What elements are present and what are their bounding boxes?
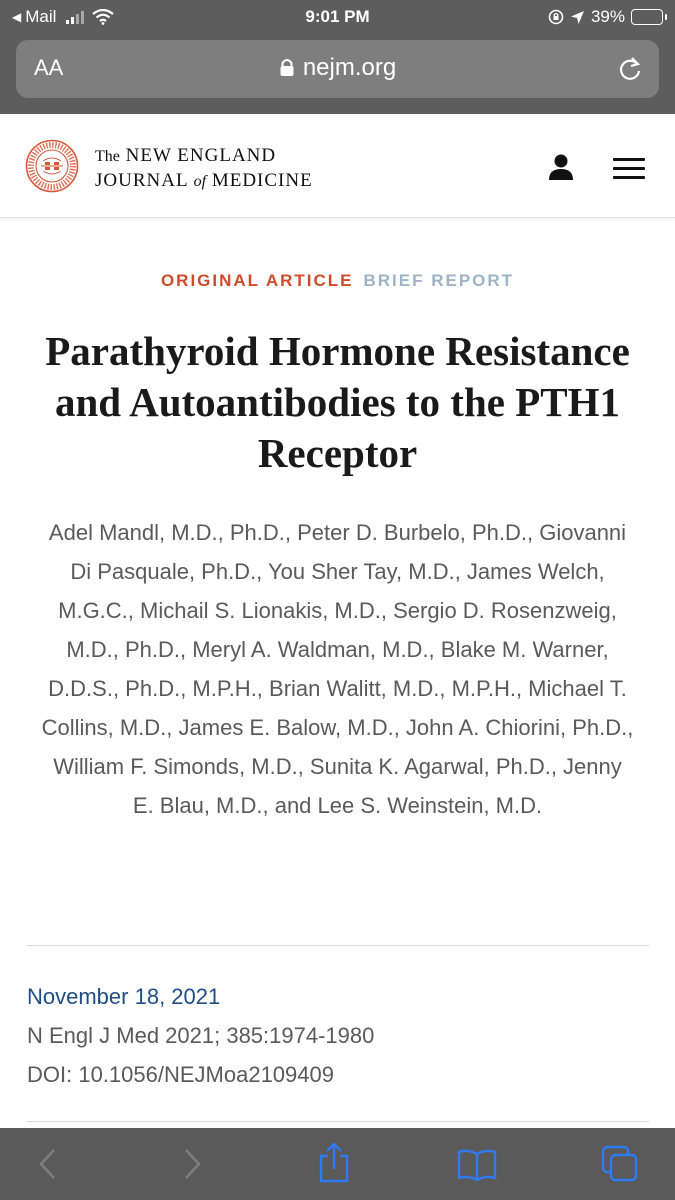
- url-display[interactable]: [16, 54, 659, 82]
- forward-icon[interactable]: [178, 1146, 206, 1182]
- menu-icon[interactable]: [613, 158, 645, 180]
- browser-chrome: [0, 0, 675, 114]
- publication-date[interactable]: November 18, 2021: [27, 984, 221, 1009]
- bookmarks-icon[interactable]: [456, 1148, 498, 1182]
- back-app-label: Mail: [25, 7, 57, 26]
- browser-toolbar: [0, 1128, 675, 1200]
- divider: [27, 945, 649, 946]
- article-subtype[interactable]: BRIEF REPORT: [363, 271, 515, 290]
- doi: DOI: 10.1056/NEJMoa2109409: [27, 1062, 334, 1087]
- article-type[interactable]: ORIGINAL ARTICLE: [160, 271, 354, 290]
- share-icon[interactable]: [316, 1142, 352, 1184]
- status-bar: [0, 0, 675, 36]
- lock-icon: [279, 57, 295, 77]
- back-arrow-icon: ◀: [12, 10, 22, 24]
- divider: [27, 1121, 649, 1122]
- account-icon[interactable]: [546, 152, 576, 182]
- article-meta: [27, 977, 374, 1094]
- reload-icon[interactable]: [617, 55, 643, 83]
- masthead-the: The: [95, 148, 120, 165]
- tabs-icon[interactable]: [600, 1144, 640, 1184]
- address-bar[interactable]: [16, 40, 659, 98]
- location-icon: [570, 10, 585, 25]
- article-title: Parathyroid Hormone Resistance and Autoantibodies to the PTH1 Receptor: [45, 328, 630, 476]
- text-size-label: AA: [34, 55, 64, 80]
- orientation-lock-icon: [548, 9, 564, 25]
- site-header: [0, 114, 675, 218]
- status-right: [548, 7, 663, 27]
- citation: N Engl J Med 2021; 385:1974-1980: [27, 1023, 375, 1048]
- masthead-of: of: [193, 173, 207, 190]
- masthead-line1: NEW ENGLAND: [125, 145, 277, 166]
- nejm-seal-logo[interactable]: [25, 139, 79, 193]
- journal-masthead[interactable]: [95, 144, 313, 194]
- article-kicker: [0, 271, 675, 291]
- clock: 9:01 PM: [305, 7, 370, 26]
- battery-percent: 39%: [590, 7, 625, 26]
- masthead-medicine: MEDICINE: [211, 170, 313, 191]
- url-text: nejm.org: [302, 54, 397, 81]
- masthead-journal: JOURNAL: [95, 170, 188, 191]
- back-icon[interactable]: [34, 1146, 62, 1182]
- battery-icon: [631, 9, 663, 25]
- article-authors: Adel Mandl, M.D., Ph.D., Peter D. Burbelo, Ph.D., Giovanni Di Pasquale, Ph.D., You Sher Tay, M.D., James Welch, M.G.C., Michail S. Lionakis, M.D., Sergio D. Rosenzweig, M.D., Ph.D., Meryl A. Waldman, M.D., Blake M. Warner, D.D.S., Ph.D., M.P.H., Brian Walitt, M.D., M.P.H., Michael T. Collins, M.D., James E. Balow, M.D., John A. Chiorini, Ph.D., William F. Simonds, M.D., Sunita K. Agarwal, Ph.D., Jenny E. Blau, M.D., and Lee S. Weinstein, M.D.: [41, 520, 634, 818]
